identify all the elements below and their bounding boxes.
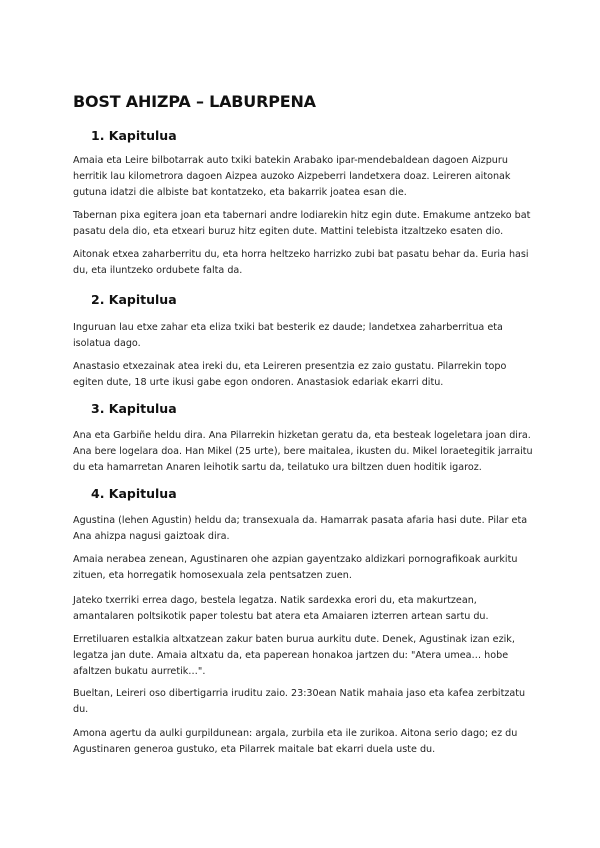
chapter-heading-4: 4. Kapitulua xyxy=(91,486,177,501)
paragraph: Ana eta Garbiñe heldu dira. Ana Pilarrekin hizketan geratu da, eta besteak logeletara joan dira. Ana bere logelara doa. Han Mikel (25 urte), bere maitalea, ikusten du. Mikel loraetegitik jarraitu du eta hamarretan Anaren leihotik sartu da, teilatuko ura biltzen duen hoditik igaroz. xyxy=(73,430,533,473)
paragraph: Jateko txerriki errea dago, bestela legatza. Natik sardexka erori du, eta makurtzean, amantalaren poltsikotik paper tolestu bat atera eta Amaiaren izterren artean sartu du. xyxy=(73,595,489,622)
paragraph: Erretiluaren estalkia altxatzean zakur baten burua aurkitu dute. Denek, Agustinak izan ezik, legatza jan dute. Amaia altxatu da, eta paperean honakoa jartzen du: "Atera umea… hobe afaltzen bukatu aurretik…". xyxy=(73,634,515,677)
page-title: BOST AHIZPA – LABURPENA xyxy=(73,92,316,111)
paragraph: Aitonak etxea zaharberritu du, eta horra heltzeko harrizko zubi bat pasatu behar da. Euria hasi du, eta iluntzeko ordubete falta da. xyxy=(73,249,529,276)
paragraph: Anastasio etxezainak atea ireki du, eta Leireren presentzia ez zaio gustatu. Pilarrekin topo egiten dute, 18 urte ikusi gabe egon ondoren. Anastasiok edariak ekarri ditu. xyxy=(73,361,507,388)
chapter-heading-1: 1. Kapitulua xyxy=(91,128,177,143)
chapter-heading-2: 2. Kapitulua xyxy=(91,292,177,307)
paragraph: Inguruan lau etxe zahar eta eliza txiki bat besterik ez daude; landetxea zaharberritua eta isolatua dago. xyxy=(73,322,503,349)
chapter-heading-3: 3. Kapitulua xyxy=(91,401,177,416)
paragraph: Amaia eta Leire bilbotarrak auto txiki batekin Arabako ipar-mendebaldean dagoen Aizpuru herritik lau kilometrora dagoen Aizpea auzoko Aizpeberri landetxera doaz. Leireren aitonak gutuna idatzi die albiste bat kontatzeko, eta bakarrik joatea esan die. xyxy=(73,155,511,198)
paragraph: Agustina (lehen Agustin) heldu da; transexuala da. Hamarrak pasata afaria hasi dute. Pilar eta Ana ahizpa nagusi gaiztoak dira. xyxy=(73,515,528,542)
paragraph: Amaia nerabea zenean, Agustinaren ohe azpian gayentzako aldizkari pornografikoak aurkitu zituen, eta horregatik homosexuala zela pentsatzen zuen. xyxy=(73,554,518,581)
paragraph: Tabernan pixa egitera joan eta tabernari andre lodiarekin hitz egin dute. Emakume antzeko bat pasatu dela dio, eta etxeari buruz hitz egiten dute. Mattini telebista itzaltzeko esaten dio. xyxy=(73,210,531,237)
paragraph: Amona agertu da aulki gurpildunean: argala, zurbila eta ile zurikoa. Aitona serio dago; ez du Agustinaren generoa gustuko, eta Pilarrek maitale bat ekarri duela uste du. xyxy=(73,728,518,755)
paragraph: Bueltan, Leireri oso dibertigarria iruditu zaio. 23:30ean Natik mahaia jaso eta kafea zerbitzatu du. xyxy=(73,688,526,715)
